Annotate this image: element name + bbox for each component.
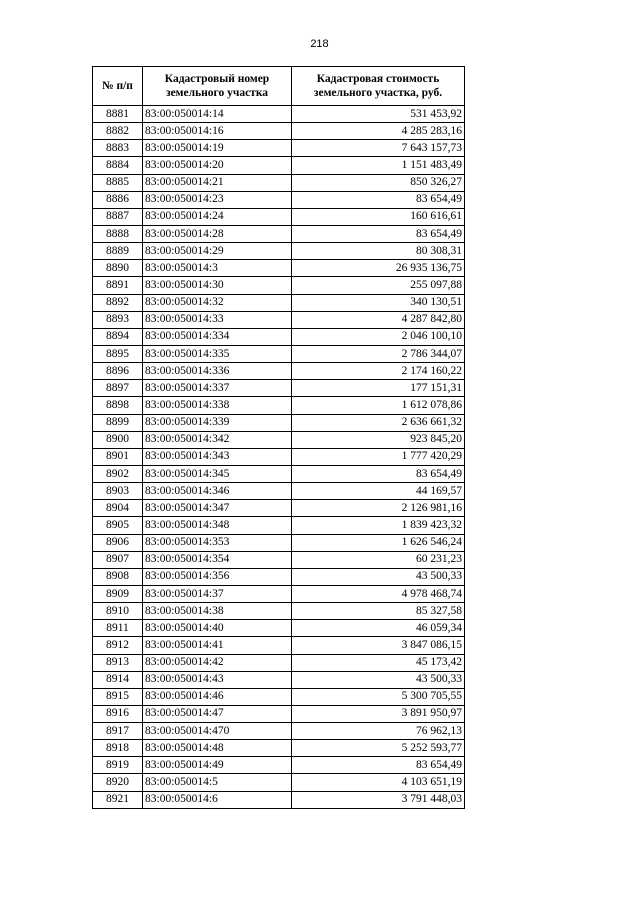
cadastral-number-cell: 83:00:050014:24: [143, 208, 292, 225]
cadastral-value-cell: 850 326,27: [292, 174, 465, 191]
row-number-cell: 8911: [93, 620, 143, 637]
row-number-cell: 8910: [93, 603, 143, 620]
cadastral-value-cell: 1 777 420,29: [292, 448, 465, 465]
row-number-cell: 8882: [93, 123, 143, 140]
cadastral-value-cell: 46 059,34: [292, 620, 465, 637]
row-number-cell: 8912: [93, 637, 143, 654]
cadastral-number-cell: 83:00:050014:334: [143, 328, 292, 345]
cadastral-value-cell: 80 308,31: [292, 243, 465, 260]
cadastral-number-cell: 83:00:050014:21: [143, 174, 292, 191]
cadastral-number-cell: 83:00:050014:337: [143, 380, 292, 397]
row-number-cell: 8893: [93, 311, 143, 328]
table-header-row: [93, 67, 465, 106]
table-row: [93, 705, 465, 722]
cadastral-number-cell: 83:00:050014:348: [143, 517, 292, 534]
cadastral-value-cell: 3 847 086,15: [292, 637, 465, 654]
row-number-cell: 8891: [93, 277, 143, 294]
table-row: [93, 106, 465, 123]
cadastral-value-cell: 43 500,33: [292, 568, 465, 585]
cadastral-value-cell: 160 616,61: [292, 208, 465, 225]
row-number-cell: 8902: [93, 465, 143, 482]
row-number-cell: 8905: [93, 517, 143, 534]
cadastral-value-cell: 1 612 078,86: [292, 397, 465, 414]
row-number-cell: 8883: [93, 140, 143, 157]
cadastral-number-cell: 83:00:050014:41: [143, 637, 292, 654]
table-row: [93, 603, 465, 620]
row-number-cell: 8884: [93, 157, 143, 174]
row-number-cell: 8908: [93, 568, 143, 585]
table-row: [93, 397, 465, 414]
table-row: [93, 791, 465, 808]
table-row: [93, 654, 465, 671]
cadastral-number-cell: 83:00:050014:346: [143, 483, 292, 500]
row-number-cell: 8887: [93, 208, 143, 225]
table-row: [93, 311, 465, 328]
cadastral-number-cell: 83:00:050014:42: [143, 654, 292, 671]
table-row: [93, 774, 465, 791]
cadastral-value-cell: 1 839 423,32: [292, 517, 465, 534]
cadastral-number-cell: 83:00:050014:49: [143, 757, 292, 774]
table-row: [93, 328, 465, 345]
cadastral-number-cell: 83:00:050014:339: [143, 414, 292, 431]
table-row: [93, 277, 465, 294]
cadastral-value-cell: 7 643 157,73: [292, 140, 465, 157]
table-row: [93, 448, 465, 465]
header-row-number: № п/п: [93, 67, 143, 106]
cadastral-number-cell: 83:00:050014:347: [143, 500, 292, 517]
row-number-cell: 8889: [93, 243, 143, 260]
table-body: [93, 106, 465, 809]
row-number-cell: 8918: [93, 740, 143, 757]
cadastral-value-cell: 4 978 468,74: [292, 585, 465, 602]
cadastral-value-cell: 45 173,42: [292, 654, 465, 671]
cadastral-number-cell: 83:00:050014:16: [143, 123, 292, 140]
cadastral-number-cell: 83:00:050014:5: [143, 774, 292, 791]
table-row: [93, 757, 465, 774]
cadastral-number-cell: 83:00:050014:345: [143, 465, 292, 482]
cadastral-value-cell: 3 891 950,97: [292, 705, 465, 722]
table-row: [93, 243, 465, 260]
cadastral-value-cell: 60 231,23: [292, 551, 465, 568]
header-cadastral-value: Кадастровая стоимость земельного участка, руб.: [292, 67, 465, 106]
row-number-cell: 8886: [93, 191, 143, 208]
cadastral-value-cell: 2 636 661,32: [292, 414, 465, 431]
row-number-cell: 8881: [93, 106, 143, 123]
row-number-cell: 8921: [93, 791, 143, 808]
cadastral-number-cell: 83:00:050014:336: [143, 363, 292, 380]
table-row: [93, 620, 465, 637]
table-row: [93, 174, 465, 191]
row-number-cell: 8892: [93, 294, 143, 311]
row-number-cell: 8896: [93, 363, 143, 380]
row-number-cell: 8899: [93, 414, 143, 431]
cadastral-number-cell: 83:00:050014:23: [143, 191, 292, 208]
cadastral-number-cell: 83:00:050014:30: [143, 277, 292, 294]
cadastral-value-cell: 2 174 160,22: [292, 363, 465, 380]
row-number-cell: 8895: [93, 345, 143, 362]
row-number-cell: 8904: [93, 500, 143, 517]
cadastral-value-cell: 531 453,92: [292, 106, 465, 123]
row-number-cell: 8915: [93, 688, 143, 705]
cadastral-value-cell: 83 654,49: [292, 757, 465, 774]
cadastral-number-cell: 83:00:050014:338: [143, 397, 292, 414]
row-number-cell: 8906: [93, 534, 143, 551]
table-row: [93, 585, 465, 602]
cadastral-number-cell: 83:00:050014:342: [143, 431, 292, 448]
cadastral-value-cell: 5 300 705,55: [292, 688, 465, 705]
cadastral-value-cell: 3 791 448,03: [292, 791, 465, 808]
table-row: [93, 465, 465, 482]
cadastral-value-cell: 43 500,33: [292, 671, 465, 688]
row-number-cell: 8913: [93, 654, 143, 671]
cadastral-value-cell: 4 103 651,19: [292, 774, 465, 791]
table-row: [93, 723, 465, 740]
cadastral-value-cell: 255 097,88: [292, 277, 465, 294]
table-row: [93, 740, 465, 757]
table-row: [93, 431, 465, 448]
cadastral-number-cell: 83:00:050014:14: [143, 106, 292, 123]
cadastral-number-cell: 83:00:050014:353: [143, 534, 292, 551]
cadastral-number-cell: 83:00:050014:38: [143, 603, 292, 620]
table-row: [93, 671, 465, 688]
cadastral-number-cell: 83:00:050014:335: [143, 345, 292, 362]
cadastral-number-cell: 83:00:050014:3: [143, 260, 292, 277]
table-row: [93, 345, 465, 362]
cadastral-value-cell: 44 169,57: [292, 483, 465, 500]
table-row: [93, 568, 465, 585]
cadastral-number-cell: 83:00:050014:40: [143, 620, 292, 637]
cadastral-value-cell: 76 962,13: [292, 723, 465, 740]
cadastral-value-cell: 85 327,58: [292, 603, 465, 620]
table-row: [93, 191, 465, 208]
cadastral-number-cell: 83:00:050014:20: [143, 157, 292, 174]
row-number-cell: 8897: [93, 380, 143, 397]
table-row: [93, 414, 465, 431]
cadastral-number-cell: 83:00:050014:43: [143, 671, 292, 688]
cadastral-value-cell: 83 654,49: [292, 191, 465, 208]
cadastral-number-cell: 83:00:050014:470: [143, 723, 292, 740]
table-row: [93, 363, 465, 380]
table-row: [93, 294, 465, 311]
cadastral-value-cell: 1 626 546,24: [292, 534, 465, 551]
cadastral-value-cell: 26 935 136,75: [292, 260, 465, 277]
cadastral-number-cell: 83:00:050014:32: [143, 294, 292, 311]
page-number: 218: [310, 38, 329, 50]
cadastral-value-cell: 5 252 593,77: [292, 740, 465, 757]
row-number-cell: 8898: [93, 397, 143, 414]
row-number-cell: 8909: [93, 585, 143, 602]
header-cadastral-number: Кадастровый номер земельного участка: [143, 67, 292, 106]
cadastral-value-cell: 1 151 483,49: [292, 157, 465, 174]
row-number-cell: 8885: [93, 174, 143, 191]
table-row: [93, 534, 465, 551]
row-number-cell: 8890: [93, 260, 143, 277]
table-row: [93, 208, 465, 225]
row-number-cell: 8914: [93, 671, 143, 688]
cadastral-value-cell: 923 845,20: [292, 431, 465, 448]
cadastral-number-cell: 83:00:050014:33: [143, 311, 292, 328]
row-number-cell: 8903: [93, 483, 143, 500]
cadastral-value-cell: 83 654,49: [292, 225, 465, 242]
cadastral-value-cell: 83 654,49: [292, 465, 465, 482]
table-row: [93, 380, 465, 397]
cadastral-value-cell: 340 130,51: [292, 294, 465, 311]
row-number-cell: 8888: [93, 225, 143, 242]
cadastral-number-cell: 83:00:050014:46: [143, 688, 292, 705]
row-number-cell: 8920: [93, 774, 143, 791]
cadastral-number-cell: 83:00:050014:356: [143, 568, 292, 585]
cadastral-value-cell: 2 126 981,16: [292, 500, 465, 517]
cadastral-value-cell: 2 786 344,07: [292, 345, 465, 362]
table-row: [93, 637, 465, 654]
row-number-cell: 8916: [93, 705, 143, 722]
table-row: [93, 123, 465, 140]
row-number-cell: 8907: [93, 551, 143, 568]
table-row: [93, 260, 465, 277]
cadastral-value-table: [92, 66, 465, 809]
cadastral-number-cell: 83:00:050014:19: [143, 140, 292, 157]
row-number-cell: 8900: [93, 431, 143, 448]
cadastral-value-cell: 2 046 100,10: [292, 328, 465, 345]
cadastral-number-cell: 83:00:050014:29: [143, 243, 292, 260]
table-row: [93, 483, 465, 500]
cadastral-number-cell: 83:00:050014:37: [143, 585, 292, 602]
table-row: [93, 551, 465, 568]
row-number-cell: 8919: [93, 757, 143, 774]
table-row: [93, 140, 465, 157]
row-number-cell: 8901: [93, 448, 143, 465]
cadastral-number-cell: 83:00:050014:6: [143, 791, 292, 808]
row-number-cell: 8917: [93, 723, 143, 740]
row-number-cell: 8894: [93, 328, 143, 345]
cadastral-number-cell: 83:00:050014:47: [143, 705, 292, 722]
table-row: [93, 500, 465, 517]
table-row: [93, 688, 465, 705]
cadastral-value-cell: 4 285 283,16: [292, 123, 465, 140]
table-row: [93, 225, 465, 242]
cadastral-value-cell: 177 151,31: [292, 380, 465, 397]
cadastral-number-cell: 83:00:050014:354: [143, 551, 292, 568]
cadastral-value-cell: 4 287 842,80: [292, 311, 465, 328]
cadastral-number-cell: 83:00:050014:48: [143, 740, 292, 757]
table-row: [93, 157, 465, 174]
table-row: [93, 517, 465, 534]
cadastral-number-cell: 83:00:050014:28: [143, 225, 292, 242]
cadastral-number-cell: 83:00:050014:343: [143, 448, 292, 465]
